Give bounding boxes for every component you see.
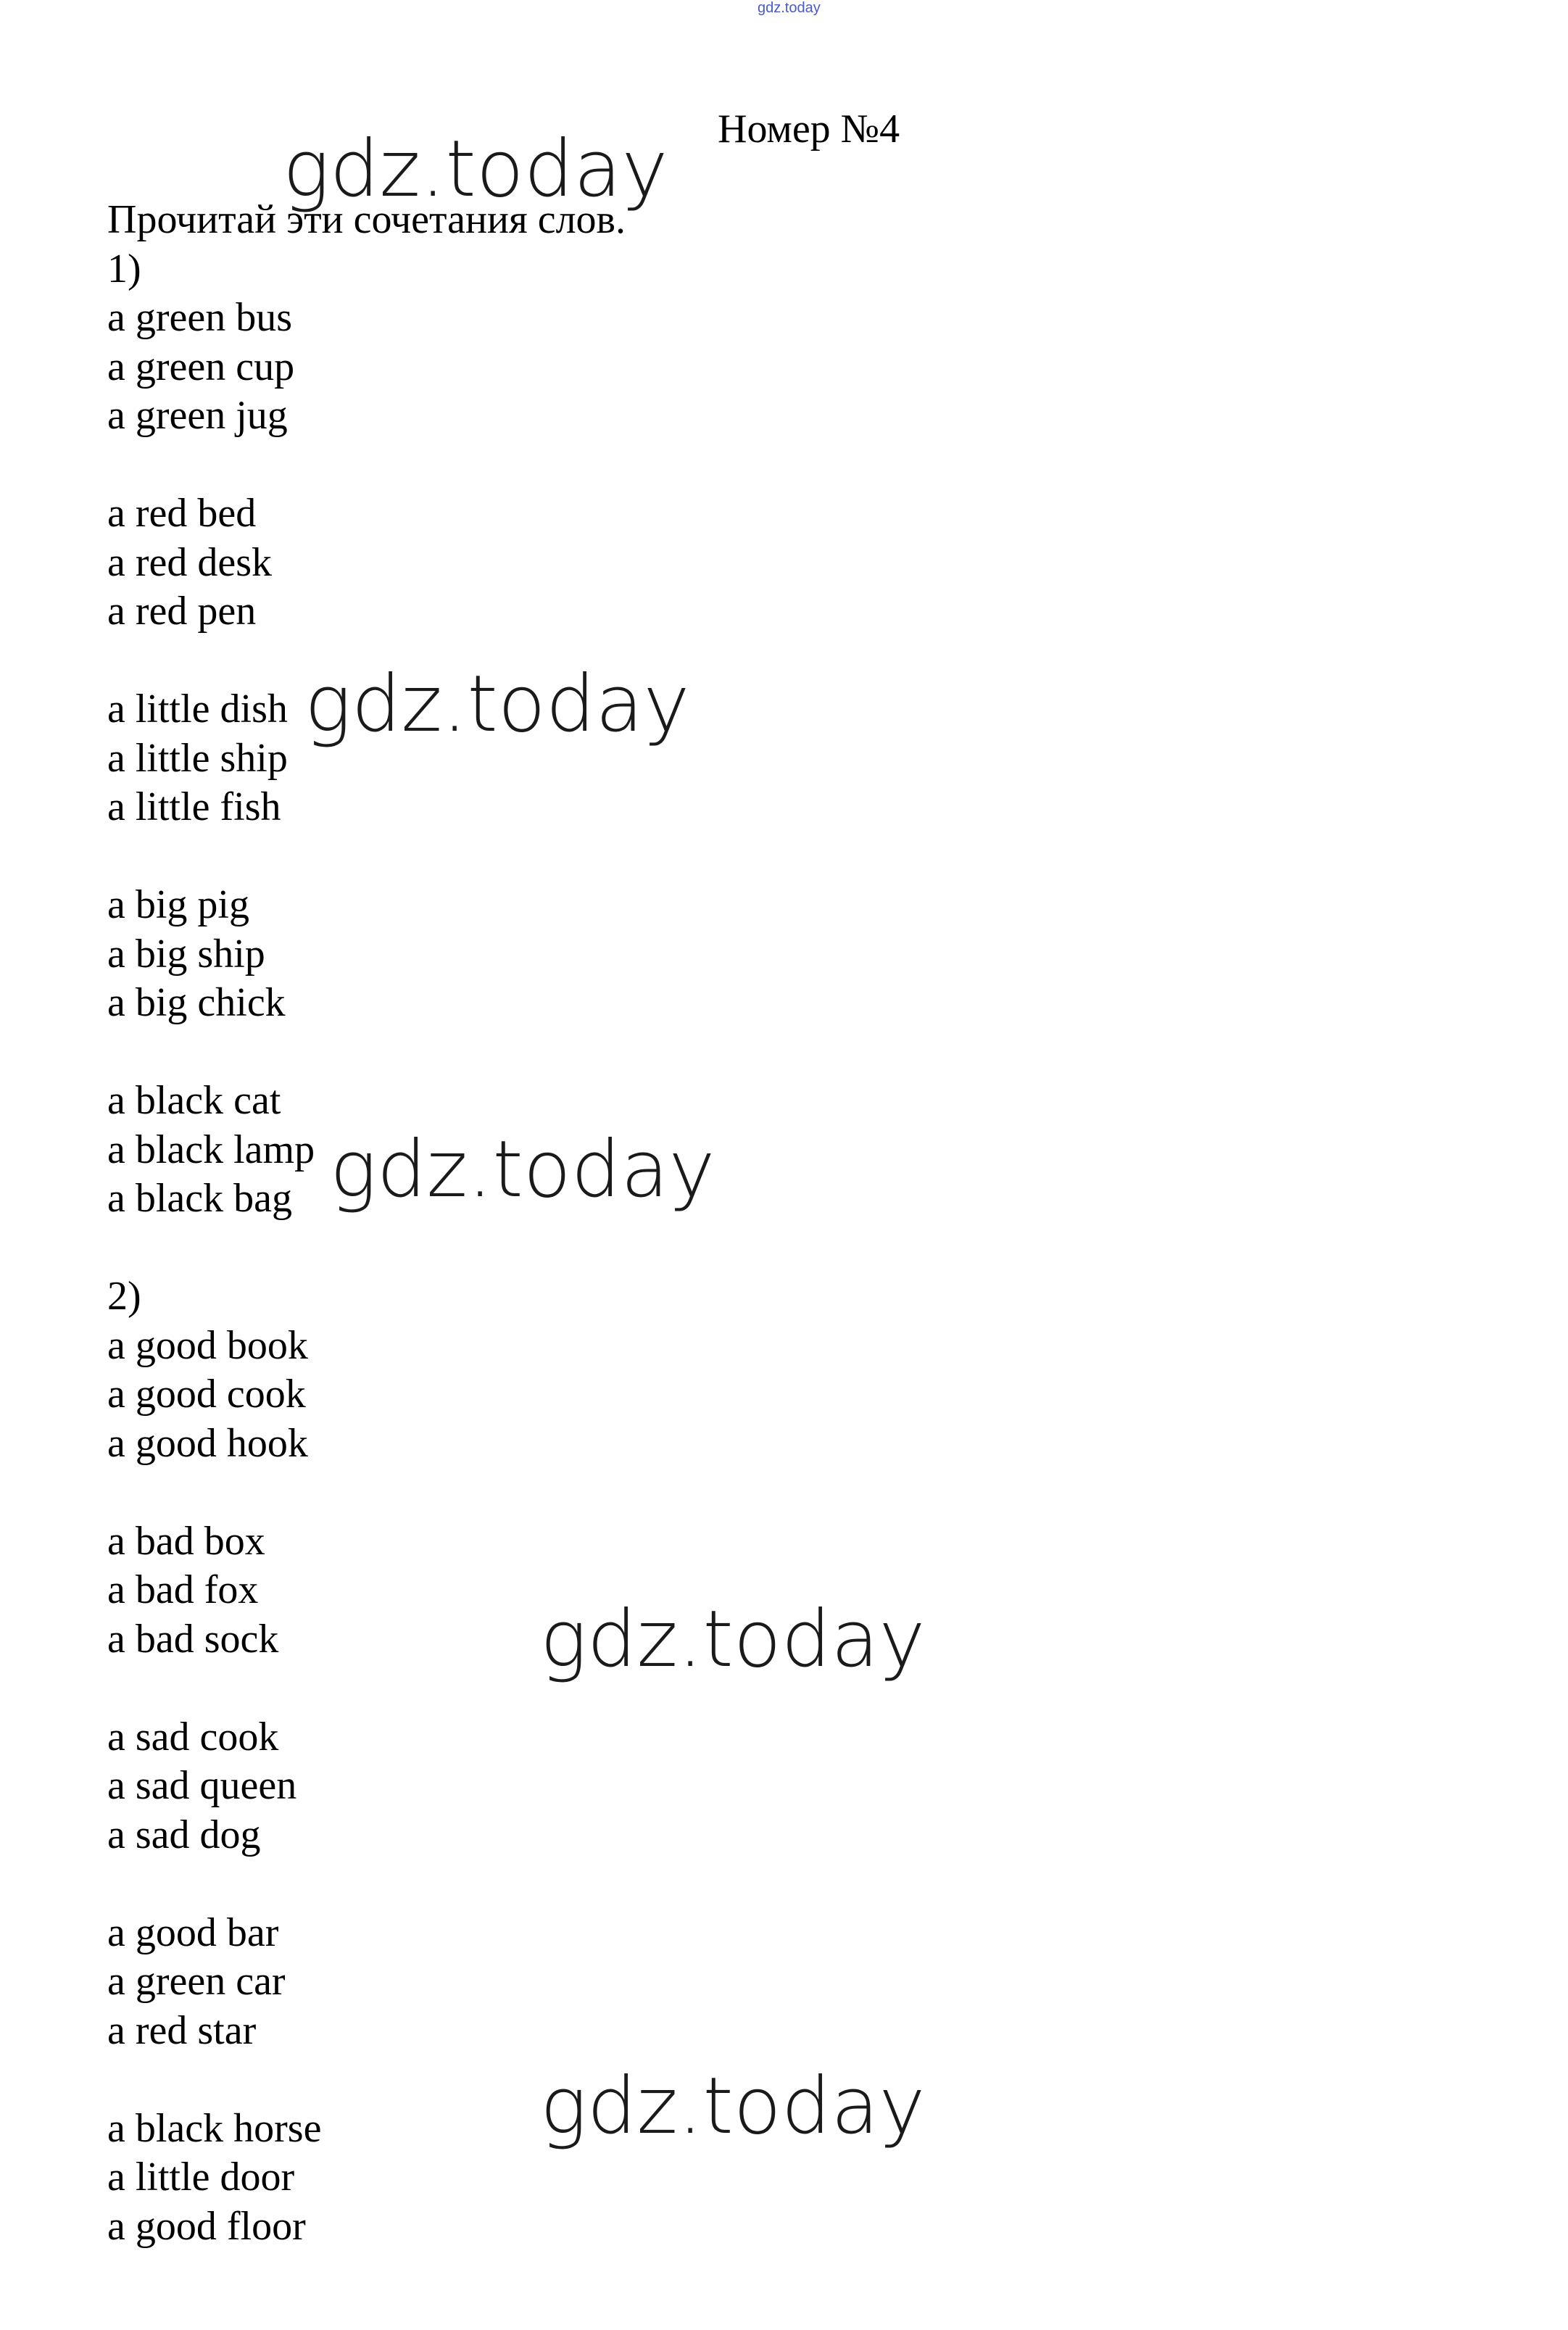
phrase: a green cup xyxy=(107,344,295,389)
phrase: a little door xyxy=(107,2155,295,2200)
part-2-group-4 xyxy=(107,1909,626,2056)
phrase: a black bag xyxy=(107,1176,292,1221)
phrase: a green bus xyxy=(107,295,293,340)
phrase: a little fish xyxy=(107,784,281,829)
phrase: a sad queen xyxy=(107,1763,297,1808)
phrase: a good hook xyxy=(107,1420,308,1466)
phrase: a big pig xyxy=(107,882,249,927)
site-watermark: gdz.today xyxy=(540,2061,926,2152)
phrase: a good book xyxy=(107,1322,308,1368)
phrase: a good cook xyxy=(107,1372,306,1417)
page-heading: Номер №4 xyxy=(718,107,900,152)
phrase: a black cat xyxy=(107,1078,281,1123)
part-2-group-3 xyxy=(107,1713,626,1860)
phrase: a little dish xyxy=(107,687,288,731)
phrase: a green jug xyxy=(107,393,288,438)
phrase: a red bed xyxy=(107,491,257,536)
part-1-group-2 xyxy=(107,489,626,637)
instruction-text: Прочитай эти сочетания слов. xyxy=(107,197,626,242)
phrase: a bad sock xyxy=(107,1616,279,1662)
part-2-label: 2) xyxy=(107,1274,141,1319)
part-1-group-4 xyxy=(107,881,626,1028)
part-1-label: 1) xyxy=(107,246,141,291)
part-2-group-1 xyxy=(107,1322,626,1469)
exercise-content xyxy=(107,196,626,2251)
site-watermark: gdz.today xyxy=(540,1594,926,1685)
site-watermark-top: gdz.today xyxy=(758,0,821,16)
site-watermark: gdz.today xyxy=(304,659,690,750)
site-watermark: gdz.today xyxy=(283,124,668,215)
phrase: a good bar xyxy=(107,1910,279,1955)
phrase: a red pen xyxy=(107,589,257,634)
phrase: a sad cook xyxy=(107,1714,279,1759)
phrase: a big ship xyxy=(107,931,265,977)
phrase: a green car xyxy=(107,1959,286,2004)
phrase: a red star xyxy=(107,2007,257,2053)
phrase: a good floor xyxy=(107,2203,306,2249)
phrase: a sad dog xyxy=(107,1812,261,1857)
phrase: a little ship xyxy=(107,735,288,781)
phrase: a big chick xyxy=(107,980,286,1025)
phrase: a black lamp xyxy=(107,1127,315,1172)
phrase: a black horse xyxy=(107,2105,322,2151)
site-watermark: gdz.today xyxy=(330,1124,715,1215)
phrase: a bad box xyxy=(107,1518,265,1564)
part-1-group-1 xyxy=(107,294,626,441)
phrase: a bad fox xyxy=(107,1567,259,1612)
phrase: a red desk xyxy=(107,539,273,585)
